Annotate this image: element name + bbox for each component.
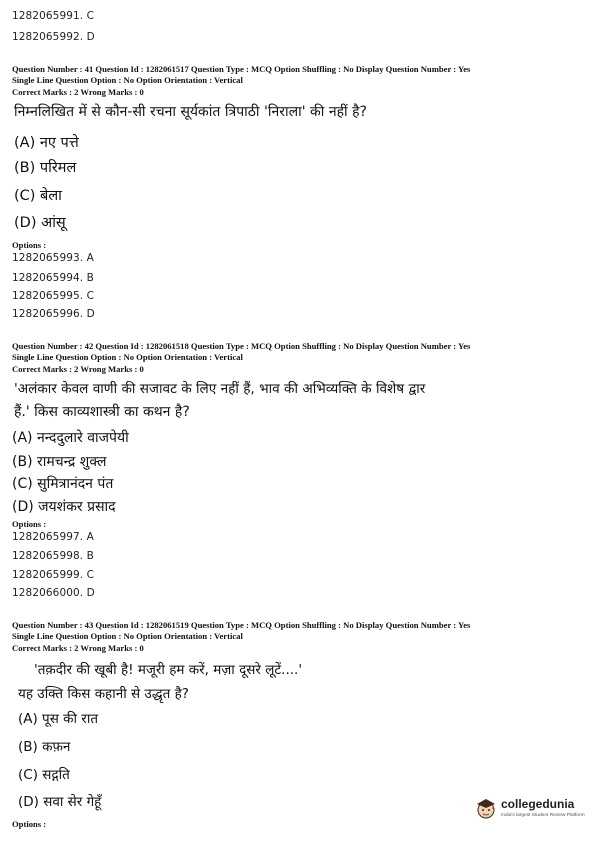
q43-choice-d: (D) सवा सेर गेहूँ	[18, 794, 102, 810]
q41-choice-a: (A) नए पत्ते	[14, 135, 79, 151]
q41-options-label: Options :	[12, 240, 47, 250]
q42-option-a: 1282065997. A	[12, 531, 94, 543]
q41-choice-b: (B) परिमल	[14, 160, 77, 176]
logo-name: collegedunia	[501, 797, 575, 811]
q41-option-c: 1282065995. C	[12, 290, 95, 302]
q43-marks: Correct Marks : 2 Wrong Marks : 0	[12, 643, 144, 653]
q43-choice-b: (B) कफ़न	[18, 739, 71, 755]
q43-text-line2: यह उक्ति किस कहानी से उद्धृत है?	[18, 686, 189, 702]
q42-choice-c: (C) सुमित्रानंदन पंत	[12, 476, 114, 492]
q42-option-d: 1282066000. D	[12, 587, 95, 599]
q41-text: निम्नलिखित में से कौन-सी रचना सूर्यकांत त्रिपाठी 'निराला' की नहीं है?	[14, 104, 367, 120]
q42-option-b: 1282065998. B	[12, 550, 94, 562]
q41-marks: Correct Marks : 2 Wrong Marks : 0	[12, 87, 144, 97]
q42-marks: Correct Marks : 2 Wrong Marks : 0	[12, 364, 144, 374]
q42-options-label: Options :	[12, 519, 47, 529]
q42-choice-b: (B) रामचन्द्र शुक्ल	[12, 454, 107, 470]
q43-options-label: Options :	[12, 819, 47, 829]
logo-tagline: India's largest Student Review Platform	[501, 813, 585, 818]
q42-choice-a: (A) नन्ददुलारे वाजपेयी	[12, 430, 129, 446]
q42-meta: Question Number : 42 Question Id : 1282061518 Question Type : MCQ Option Shuffling : No Display Question Number : Yes Single Line Question Option : No Option Orientation : Vertical	[12, 341, 471, 362]
q41-choice-d: (D) आंसू	[14, 215, 66, 231]
collegedunia-logo	[475, 794, 587, 826]
q41-option-b: 1282065994. B	[12, 272, 94, 284]
q41-meta: Question Number : 41 Question Id : 1282061517 Question Type : MCQ Option Shuffling : No Display Question Number : Yes Single Line Question Option : No Option Orientation : Vertical	[12, 64, 471, 85]
q43-choice-a: (A) पूस की रात	[18, 711, 99, 727]
q41-option-a: 1282065993. A	[12, 252, 94, 264]
prev-option-c: 1282065991. C	[12, 10, 95, 22]
q41-option-d: 1282065996. D	[12, 308, 95, 320]
q42-option-c: 1282065999. C	[12, 569, 95, 581]
q42-text-line1: 'अलंकार केवल वाणी की सजावट के लिए नहीं हैं, भाव की अभिव्यक्ति के विशेष द्वार	[14, 381, 426, 397]
q43-text-line1: 'तक़दीर की खूबी है! मजूरी हम करें, मज़ा दूसरे लूटें....'	[34, 662, 303, 678]
q41-choice-c: (C) बेला	[14, 188, 62, 204]
student-mascot-icon	[475, 796, 497, 820]
prev-option-d: 1282065992. D	[12, 31, 95, 43]
q42-choice-d: (D) जयशंकर प्रसाद	[12, 499, 116, 515]
q43-meta: Question Number : 43 Question Id : 1282061519 Question Type : MCQ Option Shuffling : No Display Question Number : Yes Single Line Question Option : No Option Orientation : Vertical	[12, 620, 471, 641]
q43-choice-c: (C) सद्गति	[18, 767, 70, 783]
q42-text-line2: हैं.' किस काव्यशास्त्री का कथन है?	[14, 404, 190, 420]
